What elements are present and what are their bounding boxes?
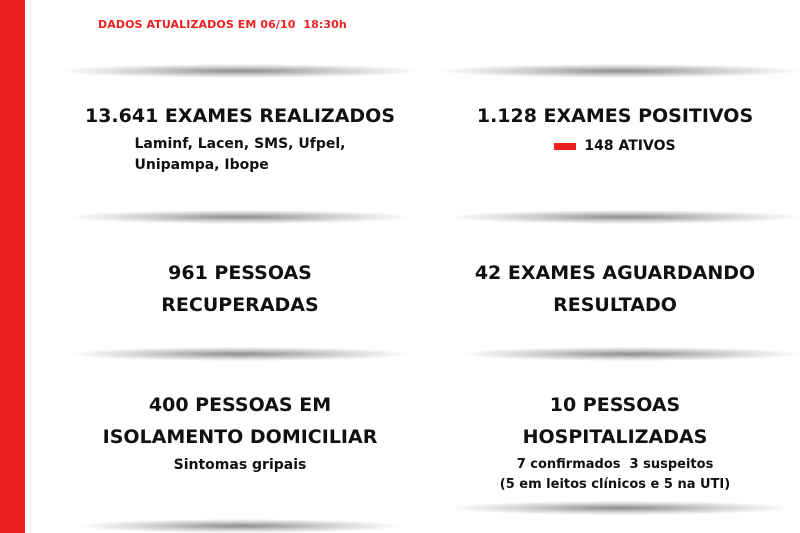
divider-shadow [450,210,800,224]
exams-positive-title: 1.128 EXAMES POSITIVOS [476,105,754,127]
awaiting-title: 42 EXAMES AGUARDANDO RESULTADO [474,262,756,316]
divider-shadow [60,64,420,78]
divider-shadow [80,519,400,533]
divider-shadow [70,210,410,224]
isolation-subtitle: Sintomas gripais [173,457,307,473]
active-cases-label: 148 ATIVOS [584,138,676,154]
hospitalized-confirmed-suspected: 7 confirmados 3 suspeitos [516,457,714,472]
red-dash-icon [554,143,576,150]
card-exams-positive [430,100,800,157]
red-accent-bar [0,0,25,533]
exams-done-title: 13.641 EXAMES REALIZADOS [84,105,396,127]
card-awaiting [430,257,800,321]
recovered-title: 961 PESSOAS RECUPERADAS [161,262,319,316]
card-hospitalized [430,389,800,495]
update-timestamp: DADOS ATUALIZADOS EM 06/10 18:30h [98,18,347,31]
card-isolation [60,389,420,476]
card-exams-done [60,100,420,176]
isolation-title: 400 PESSOAS EM ISOLAMENTO DOMICILIAR [102,394,378,448]
divider-shadow [460,347,800,361]
divider-shadow [450,501,790,515]
hospitalized-title: 10 PESSOAS HOSPITALIZADAS [522,394,708,448]
divider-shadow [440,64,800,78]
hospitalized-beds-detail: (5 em leitos clínicos e 5 na UTI) [499,477,731,492]
active-cases-row [554,136,675,157]
divider-shadow [70,347,410,361]
exams-done-labs: Laminf, Lacen, SMS, Ufpel, Unipampa, Ibope [134,136,346,173]
card-recovered [60,257,420,321]
